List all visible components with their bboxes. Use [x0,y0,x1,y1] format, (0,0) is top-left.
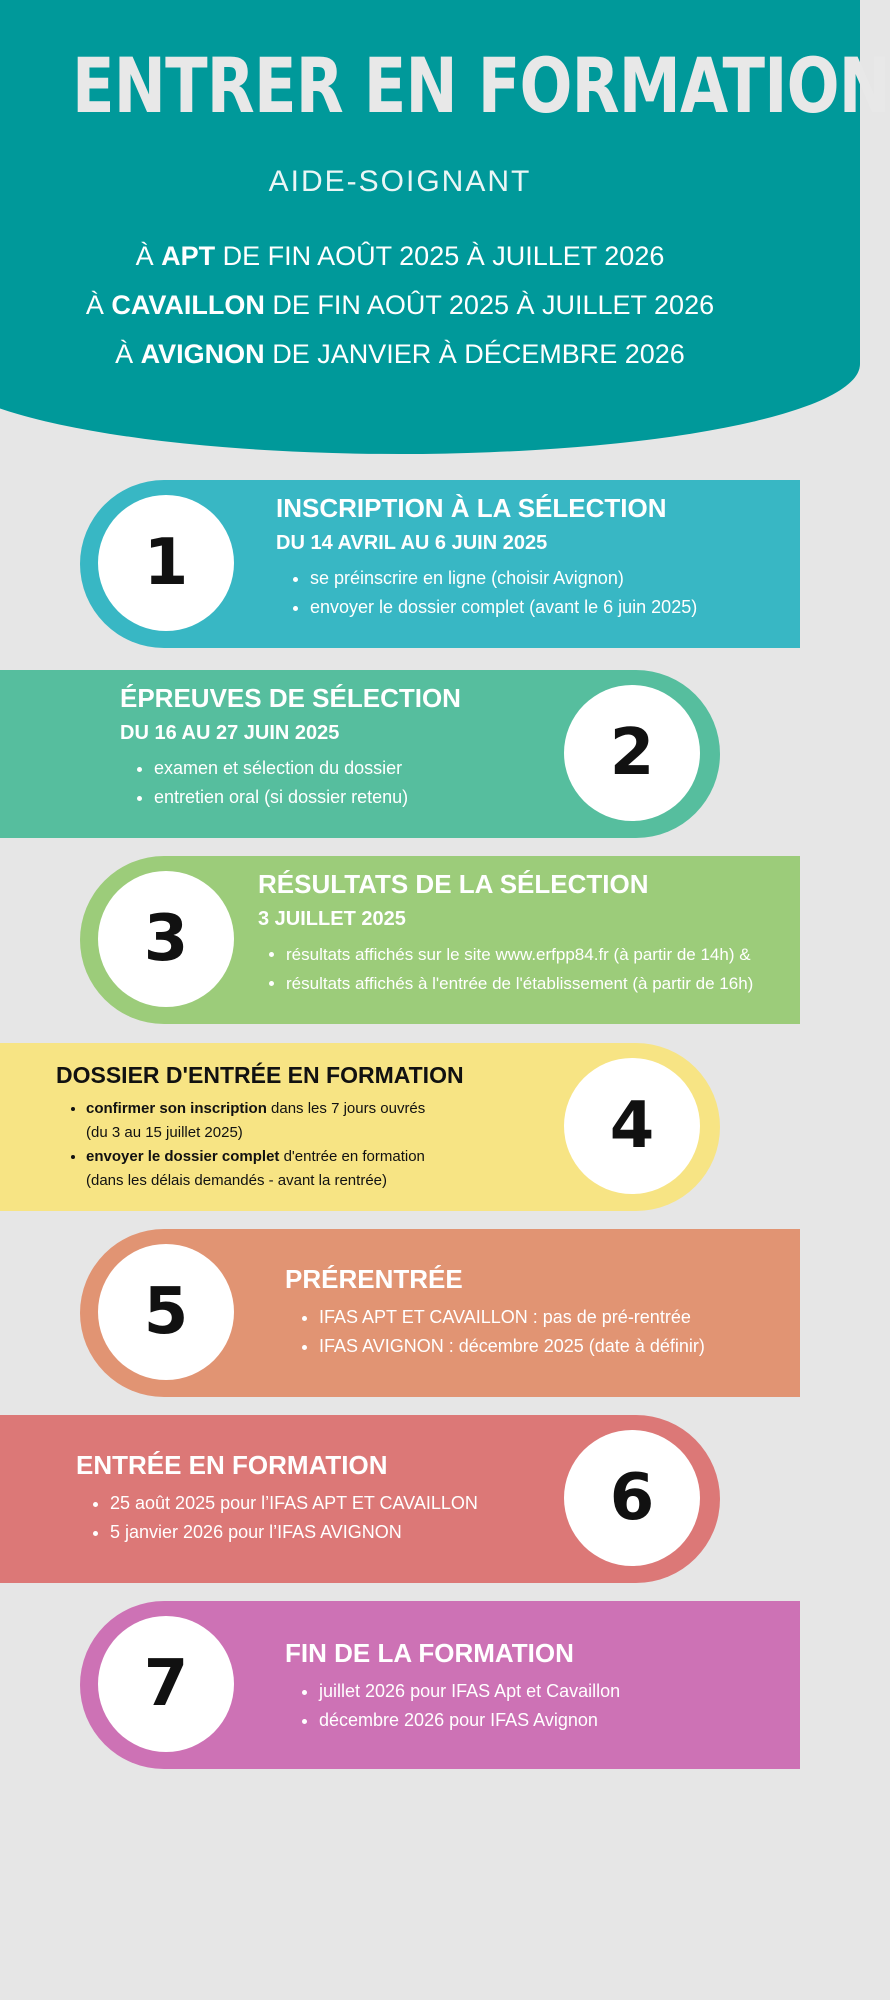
step-number-badge: 7 [98,1616,234,1752]
step-text [76,1449,478,1547]
list-item: • résultats affichés à l'entrée de l'établissement (à partir de 16h) [286,969,753,998]
page-title: ENTRER EN FORMATION [72,41,890,130]
step-number-badge: 5 [98,1244,234,1380]
step-5-prerentree [80,1229,800,1397]
step-title: PRÉRENTRÉE [285,1264,463,1294]
list-item: • envoyer le dossier complet d'entrée en formation (dans les délais demandés - avant la rentrée) [86,1145,464,1193]
step-date: DU 14 AVRIL AU 6 JUIN 2025 [276,532,548,554]
list-item: • 25 août 2025 pour l’IFAS APT ET CAVAILLON [110,1489,478,1518]
step-text [276,492,697,622]
step-title: ENTRÉE EN FORMATION [76,1450,388,1480]
step-2-epreuves [0,670,720,838]
list-item: • juillet 2026 pour IFAS Apt et Cavaillon [319,1677,620,1706]
step-number-badge: 3 [98,871,234,1007]
step-bullets [76,1489,478,1547]
location-line-avignon: À AVIGNON DE JANVIER À DÉCEMBRE 2026 [115,339,685,369]
list-item: • confirmer son inscription dans les 7 jours ouvrés (du 3 au 15 juillet 2025) [86,1097,464,1145]
step-title: DOSSIER D'ENTRÉE EN FORMATION [56,1062,464,1088]
step-text [285,1637,620,1735]
step-text [285,1263,705,1361]
step-title: RÉSULTATS DE LA SÉLECTION [258,869,649,899]
list-item: • résultats affichés sur le site www.erfpp84.fr (à partir de 14h) & [286,940,753,969]
step-number-badge: 2 [564,685,700,821]
list-item: • se préinscrire en ligne (choisir Avignon) [310,564,697,593]
list-item: • examen et sélection du dossier [154,754,461,783]
step-text [258,868,753,998]
step-number-badge: 4 [564,1058,700,1194]
list-item: • IFAS AVIGNON : décembre 2025 (date à définir) [319,1332,705,1361]
step-bullets [276,564,697,622]
step-bullets [258,940,753,998]
step-bullets [56,1097,464,1193]
list-item: • entretien oral (si dossier retenu) [154,783,461,812]
list-item: • décembre 2026 pour IFAS Avignon [319,1706,620,1735]
list-item: • 5 janvier 2026 pour l’IFAS AVIGNON [110,1518,478,1547]
step-date: 3 JUILLET 2025 [258,908,406,930]
step-title: ÉPREUVES DE SÉLECTION [120,683,461,713]
location-dates [0,232,800,379]
step-1-inscription [80,480,800,648]
list-item: • envoyer le dossier complet (avant le 6 juin 2025) [310,593,697,622]
location-line-apt: À APT DE FIN AOÛT 2025 À JUILLET 2026 [135,241,665,271]
list-item: • IFAS APT ET CAVAILLON : pas de pré-rentrée [319,1303,705,1332]
step-bullets [285,1303,705,1361]
step-number-badge: 6 [564,1430,700,1566]
step-date: DU 16 AU 27 JUIN 2025 [120,722,340,744]
step-3-resultats [80,856,800,1024]
step-7-fin [80,1601,800,1769]
page-subtitle: AIDE-SOIGNANT [268,165,532,198]
step-title: FIN DE LA FORMATION [285,1638,574,1668]
step-6-entree [0,1415,720,1583]
step-text [120,682,461,812]
step-bullets [285,1677,620,1735]
step-bullets [120,754,461,812]
step-title: INSCRIPTION À LA SÉLECTION [276,493,667,523]
step-number-badge: 1 [98,495,234,631]
step-text [56,1059,464,1193]
location-line-cavaillon: À CAVAILLON DE FIN AOÛT 2025 À JUILLET 2026 [85,290,715,320]
step-4-dossier [0,1043,720,1211]
